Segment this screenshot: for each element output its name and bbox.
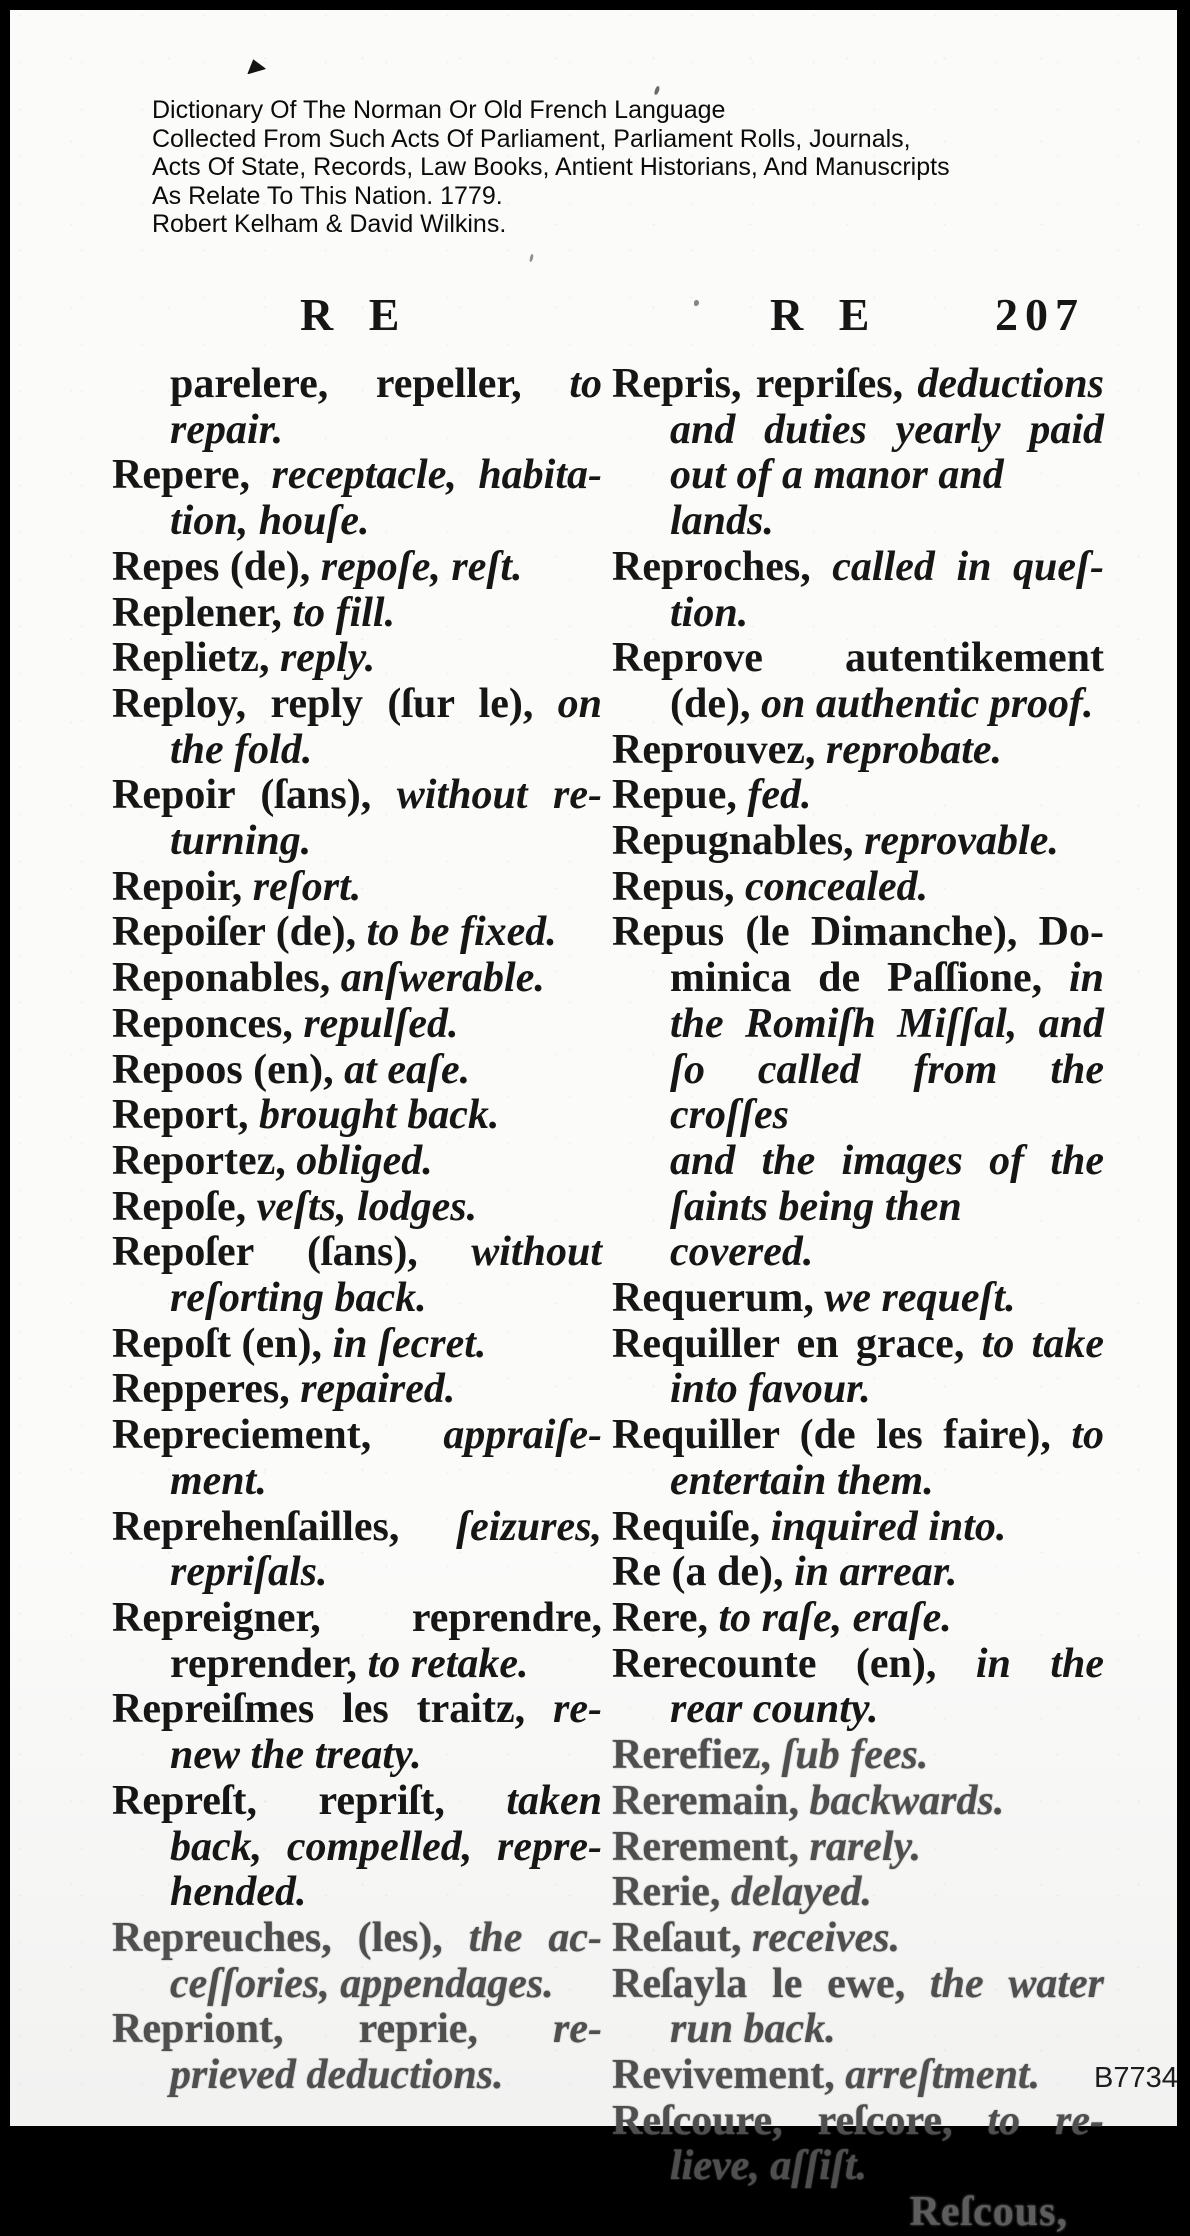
- definition-text: receptacle, habita-: [271, 452, 603, 499]
- dictionary-entry: [112, 1596, 602, 1687]
- definition-text: entertain them.: [670, 1457, 934, 1504]
- headword-text: Reponables,: [112, 955, 341, 1002]
- entry-line: [612, 408, 1104, 454]
- definition-text: concealed.: [745, 863, 929, 910]
- definition-text: fed.: [747, 772, 812, 819]
- dictionary-entry: [612, 1322, 1104, 1413]
- definition-text: to re-: [987, 2097, 1104, 2144]
- dictionary-entry: [112, 1413, 602, 1504]
- definition-text: re-: [553, 2006, 602, 2053]
- entry-line: [112, 499, 602, 545]
- entry-line: [612, 1916, 1104, 1962]
- headword-text: Rerecounte (en),: [612, 1640, 976, 1687]
- definition-text: ment.: [170, 1457, 267, 1504]
- definition-text: run back.: [670, 2006, 836, 2053]
- headword-text: Repoir (ſans),: [112, 772, 397, 819]
- definition-text: ſub fees.: [781, 1732, 929, 1779]
- entry-line: [612, 545, 1104, 591]
- definition-text: ſeizures,: [456, 1503, 602, 1550]
- definition-text: backwards.: [809, 1777, 1005, 1824]
- entry-line: [112, 956, 602, 1002]
- headword-text: Repue,: [612, 772, 748, 819]
- definition-text: inquired into.: [770, 1503, 1007, 1550]
- headword-text: Repoſe,: [112, 1183, 257, 1230]
- dictionary-entry: [612, 1962, 1104, 2053]
- entry-line: [112, 1413, 602, 1459]
- entry-line: [612, 1276, 1104, 1322]
- headword-text: Repugnables,: [612, 818, 865, 865]
- entry-line: [612, 2053, 1104, 2099]
- entry-line: [112, 1230, 602, 1276]
- entry-line: [112, 591, 602, 637]
- entry-line: [112, 1139, 602, 1185]
- dictionary-entry: [112, 1139, 602, 1185]
- headword-text: Repere,: [112, 452, 272, 499]
- headword-text: Report,: [112, 1092, 259, 1139]
- dictionary-entry: [612, 1505, 1104, 1551]
- headword-text: Repus,: [612, 863, 746, 910]
- entry-line: [112, 1367, 602, 1413]
- dictionary-entry: [112, 636, 602, 682]
- entry-line: [112, 545, 602, 591]
- definition-text: repair.: [170, 406, 284, 453]
- definition-text: reſorting back.: [170, 1275, 427, 1322]
- definition-text: reprovable.: [864, 818, 1059, 865]
- definition-text: to fill.: [292, 589, 396, 636]
- entry-line: [612, 1139, 1104, 1185]
- entry-line: [612, 1870, 1104, 1916]
- headword-text: Reponces,: [112, 1000, 304, 1047]
- dictionary-entry: [612, 910, 1104, 1276]
- entry-line: [612, 819, 1104, 865]
- definition-text: rarely.: [809, 1823, 922, 1870]
- definition-text: to: [1071, 1412, 1104, 1459]
- definition-text: repaired.: [300, 1366, 456, 1413]
- entry-line: [612, 1002, 1104, 1048]
- definition-text: tion, houſe.: [170, 498, 370, 545]
- entry-line: [612, 1779, 1104, 1825]
- entry-line: [112, 1870, 602, 1916]
- definition-text: deductions: [917, 361, 1104, 407]
- entry-line: [112, 682, 602, 728]
- entry-line: [612, 1322, 1104, 1368]
- headword-text: reprender,: [170, 1640, 368, 1687]
- definition-text: we requeſt.: [824, 1275, 1016, 1322]
- headword-text: Repus (le Dimanche), Do-: [612, 909, 1104, 956]
- dictionary-entry: [612, 819, 1104, 865]
- definition-text: reprobate.: [825, 726, 1003, 773]
- entry-line: [612, 865, 1104, 911]
- headword-text: Requerum,: [612, 1275, 825, 1322]
- dictionary-entry: [112, 2007, 602, 2098]
- definition-text: brought back.: [258, 1092, 500, 1139]
- headword-text: (de),: [670, 680, 761, 727]
- headword-text: Reprove autentikement: [612, 635, 1104, 682]
- headword-text: Repreiſmes les traitz,: [112, 1686, 554, 1733]
- headword-text: Repriont, reprie,: [112, 2006, 554, 2053]
- definition-text: ſaints being then covered.: [670, 1183, 962, 1276]
- entry-line: [612, 1550, 1104, 1596]
- dictionary-entry: [112, 865, 602, 911]
- dictionary-entry: [612, 2053, 1104, 2099]
- headword-text: Repris, repriſes,: [612, 361, 918, 407]
- headword-text: Repoos (en),: [112, 1046, 345, 1093]
- dictionary-entry: [612, 636, 1104, 727]
- definition-text: taken: [506, 1777, 602, 1824]
- headword-text: Repoir,: [112, 863, 253, 910]
- definition-text: in ſecret.: [332, 1320, 487, 1367]
- entry-line: [112, 2053, 602, 2099]
- definition-text: veſts, lodges.: [256, 1183, 478, 1230]
- definition-text: the Romiſh Miſſal, and: [670, 1000, 1104, 1047]
- definition-text: reply.: [279, 635, 376, 682]
- running-head-left: R E: [300, 289, 404, 340]
- dictionary-entry: [112, 1185, 602, 1231]
- definition-text: repulſed.: [303, 1000, 459, 1047]
- headword-text: Replener,: [112, 589, 293, 636]
- entry-line: [612, 910, 1104, 956]
- caption-line: Collected From Such Acts Of Parliament, Parliament Rolls, Journals,: [152, 124, 911, 153]
- headword-text: Reremain,: [612, 1777, 810, 1824]
- dictionary-entry: [612, 1596, 1104, 1642]
- entry-line: [612, 1367, 1104, 1413]
- entry-line: [612, 1185, 1104, 1276]
- entry-line: [612, 1642, 1104, 1688]
- entry-line: [112, 1962, 602, 2008]
- definition-text: rear county.: [670, 1686, 879, 1733]
- headword-text: Repoſer (ſans),: [112, 1229, 472, 1276]
- dictionary-entry: [112, 1779, 602, 1916]
- dictionary-entry: [612, 865, 1104, 911]
- definition-text: into favour.: [670, 1366, 871, 1413]
- entry-line: [112, 1002, 602, 1048]
- headword-text: Repes (de),: [112, 543, 321, 590]
- dictionary-entry: [112, 956, 602, 1002]
- definition-text: new the treaty.: [170, 1732, 422, 1779]
- entry-line: [612, 2144, 1104, 2190]
- dictionary-entry: [112, 1322, 602, 1368]
- entry-line: [612, 362, 1104, 408]
- definition-text: appraiſe-: [443, 1412, 602, 1459]
- headword-text: minica de Paſſione,: [670, 955, 1069, 1002]
- entry-line: [112, 1687, 602, 1733]
- headword-text: Reportez,: [112, 1137, 297, 1184]
- definition-text: hended.: [170, 1869, 307, 1916]
- dictionary-entry: [612, 773, 1104, 819]
- entry-line: [112, 1505, 602, 1551]
- definition-text: out of a manor and lands.: [670, 452, 1004, 545]
- definition-text: prieved deductions.: [170, 2052, 504, 2099]
- definition-text: at eaſe.: [344, 1046, 471, 1093]
- entry-line: [112, 1642, 602, 1688]
- headword-text: Re (a de),: [612, 1549, 794, 1596]
- definition-text: the ac-: [468, 1914, 603, 1961]
- definition-text: ceſſories, appendages.: [170, 1960, 554, 2007]
- dictionary-entry: [112, 545, 602, 591]
- entry-line: [612, 2007, 1104, 2053]
- footer-code: B7734: [1094, 2062, 1178, 2094]
- entry-line: [612, 1413, 1104, 1459]
- definition-text: arreſtment.: [845, 2052, 1041, 2099]
- definition-text: tion.: [670, 589, 749, 636]
- entry-line: [112, 1550, 602, 1596]
- entry-line: [112, 408, 602, 454]
- entry-line: [112, 728, 602, 774]
- headword-text: Replietz,: [112, 635, 280, 682]
- headword-text: Requiller en grace,: [612, 1320, 982, 1367]
- definition-text: without re-: [396, 772, 602, 819]
- dictionary-entry: [612, 1276, 1104, 1322]
- entry-line: [112, 1276, 602, 1322]
- dictionary-entry: [612, 1550, 1104, 1596]
- dictionary-entry: [112, 1367, 602, 1413]
- entry-line: [112, 636, 602, 682]
- definition-text: reſort.: [252, 863, 362, 910]
- headword-text: Rerie,: [612, 1869, 731, 1916]
- entry-line: [612, 2099, 1104, 2145]
- entry-line: [612, 636, 1104, 682]
- dictionary-entry: [112, 1230, 602, 1321]
- definition-text: the fold.: [170, 726, 313, 773]
- entry-line: [112, 910, 602, 956]
- headword-text: Reproches,: [612, 543, 833, 590]
- entry-line: [612, 682, 1104, 728]
- entry-line: [112, 773, 602, 819]
- definition-text: to take: [981, 1320, 1104, 1367]
- definition-text: to raſe, eraſe.: [718, 1594, 952, 1641]
- definition-text: to: [569, 361, 602, 407]
- definition-text: on: [557, 680, 602, 727]
- dictionary-entry: [612, 728, 1104, 774]
- headword-text: Requiller (de les faire),: [612, 1412, 1072, 1459]
- definition-text: back, compelled, repre-: [170, 1823, 602, 1870]
- dictionary-entry: [612, 1870, 1104, 1916]
- definition-text: in arrear.: [793, 1549, 958, 1596]
- headword-text: Reſcoure, reſcore,: [612, 2097, 988, 2144]
- definition-text: anſwerable.: [340, 955, 545, 1002]
- headword-text: Requiſe,: [612, 1503, 771, 1550]
- dictionary-entry: [612, 1916, 1104, 1962]
- entry-line: [612, 591, 1104, 637]
- dictionary-entry: [112, 591, 602, 637]
- dictionary-entry: [112, 1916, 602, 2007]
- dictionary-entry: [112, 1687, 602, 1778]
- catchword: Reſcous,: [909, 2189, 1068, 2236]
- entry-line: [112, 1048, 602, 1094]
- dictionary-entry: [112, 1093, 602, 1139]
- entry-line: [112, 1093, 602, 1139]
- dictionary-column-right: [612, 362, 1104, 2236]
- headword-text: Reprehenſailles,: [112, 1503, 457, 1550]
- entry-line: [112, 362, 602, 408]
- dictionary-entry: [112, 1505, 602, 1596]
- entry-line: [112, 1459, 602, 1505]
- entry-line: [112, 453, 602, 499]
- dictionary-entry: [612, 2099, 1104, 2190]
- definition-text: to retake.: [367, 1640, 529, 1687]
- entry-line: [612, 1962, 1104, 2008]
- definition-text: the water: [929, 1960, 1104, 2007]
- entry-line: [112, 1733, 602, 1779]
- entry-line: [612, 1459, 1104, 1505]
- dictionary-entry: [112, 1002, 602, 1048]
- definition-text: on authentic proof.: [760, 680, 1094, 727]
- headword-text: Rere,: [612, 1594, 719, 1641]
- definition-text: repriſals.: [170, 1549, 328, 1596]
- definition-text: delayed.: [730, 1869, 873, 1916]
- headword-text: Repoſt (en),: [112, 1320, 333, 1367]
- entry-line: [112, 819, 602, 865]
- entry-line: [112, 1322, 602, 1368]
- headword-text: Repreciement,: [112, 1412, 444, 1459]
- entry-line: [612, 956, 1104, 1002]
- headword-text: Repperes,: [112, 1366, 301, 1413]
- headword-text: Rerefiez,: [612, 1732, 782, 1779]
- definition-text: and duties yearly paid: [670, 406, 1104, 453]
- definition-text: re-: [553, 1686, 602, 1733]
- headword-text: parelere, repeller,: [170, 361, 570, 407]
- entry-line: [112, 1825, 602, 1871]
- caption-line: As Relate To This Nation. 1779.: [152, 181, 503, 210]
- dictionary-entry: [612, 1825, 1104, 1871]
- definition-text: called in queſ-: [832, 543, 1105, 590]
- dictionary-entry: [612, 1642, 1104, 1733]
- entry-line: [612, 1596, 1104, 1642]
- headword-text: Repreſt, repriſt,: [112, 1777, 507, 1824]
- dictionary-entry: [612, 1779, 1104, 1825]
- dictionary-entry: [112, 1048, 602, 1094]
- page-number: 207: [995, 289, 1085, 340]
- headword-text: Reploy, reply (ſur le),: [112, 680, 558, 727]
- entry-line: [612, 773, 1104, 819]
- headword-text: Repreuches, (les),: [112, 1914, 469, 1961]
- definition-text: lieve, aſſiſt.: [670, 2143, 868, 2190]
- dictionary-entry: [612, 362, 1104, 545]
- headword-text: Reſaut,: [612, 1914, 752, 1961]
- entry-line: [112, 865, 602, 911]
- dictionary-entry: [612, 1413, 1104, 1504]
- headword-text: Reprouvez,: [612, 726, 826, 773]
- entry-line: [612, 1687, 1104, 1733]
- definition-text: ſo called from the croſſes: [670, 1046, 1104, 1139]
- entry-line: [612, 1048, 1104, 1139]
- definition-text: repoſe, reſt.: [320, 543, 523, 590]
- headword-text: Repoiſer (de),: [112, 909, 367, 956]
- running-head-right: R E: [770, 289, 874, 340]
- caption-line: Robert Kelham & David Wilkins.: [152, 210, 507, 238]
- definition-text: and the images of the: [670, 1137, 1104, 1184]
- headword-text: Repreigner, reprendre,: [112, 1594, 602, 1641]
- dictionary-entry: [112, 682, 602, 773]
- dictionary-column-left: [112, 362, 602, 2099]
- dictionary-entry: [112, 453, 602, 544]
- definition-text: turning.: [170, 818, 312, 865]
- headword-text: Revivement,: [612, 2052, 846, 2099]
- dictionary-entry: [612, 1733, 1104, 1779]
- definition-text: obliged.: [296, 1137, 433, 1184]
- definition-text: receives.: [752, 1914, 901, 1961]
- definition-text: without: [471, 1229, 602, 1276]
- caption-line: Acts Of State, Records, Law Books, Antient Historians, And Manuscripts: [152, 153, 950, 181]
- dictionary-entry: [112, 910, 602, 956]
- definition-text: to be fixed.: [366, 909, 557, 956]
- entry-line: [612, 1825, 1104, 1871]
- headword-text: Reſayla le ewe,: [612, 1960, 930, 2007]
- definition-text: in: [1068, 955, 1104, 1002]
- caption-line: Dictionary Of The Norman Or Old French Language: [152, 96, 726, 124]
- entry-line: [112, 1916, 602, 1962]
- entry-line: [612, 728, 1104, 774]
- entry-line: [112, 1596, 602, 1642]
- definition-text: in the: [975, 1640, 1104, 1687]
- entry-line: [612, 1733, 1104, 1779]
- dictionary-entry: [112, 362, 602, 453]
- entry-line: [112, 2007, 602, 2053]
- headword-text: Rerement,: [612, 1823, 810, 1870]
- entry-line: [612, 1505, 1104, 1551]
- entry-line: [612, 453, 1104, 544]
- entry-line: [112, 1779, 602, 1825]
- dictionary-entry: [112, 773, 602, 864]
- dictionary-entry: [612, 545, 1104, 636]
- entry-line: [112, 1185, 602, 1231]
- caption: [152, 96, 950, 239]
